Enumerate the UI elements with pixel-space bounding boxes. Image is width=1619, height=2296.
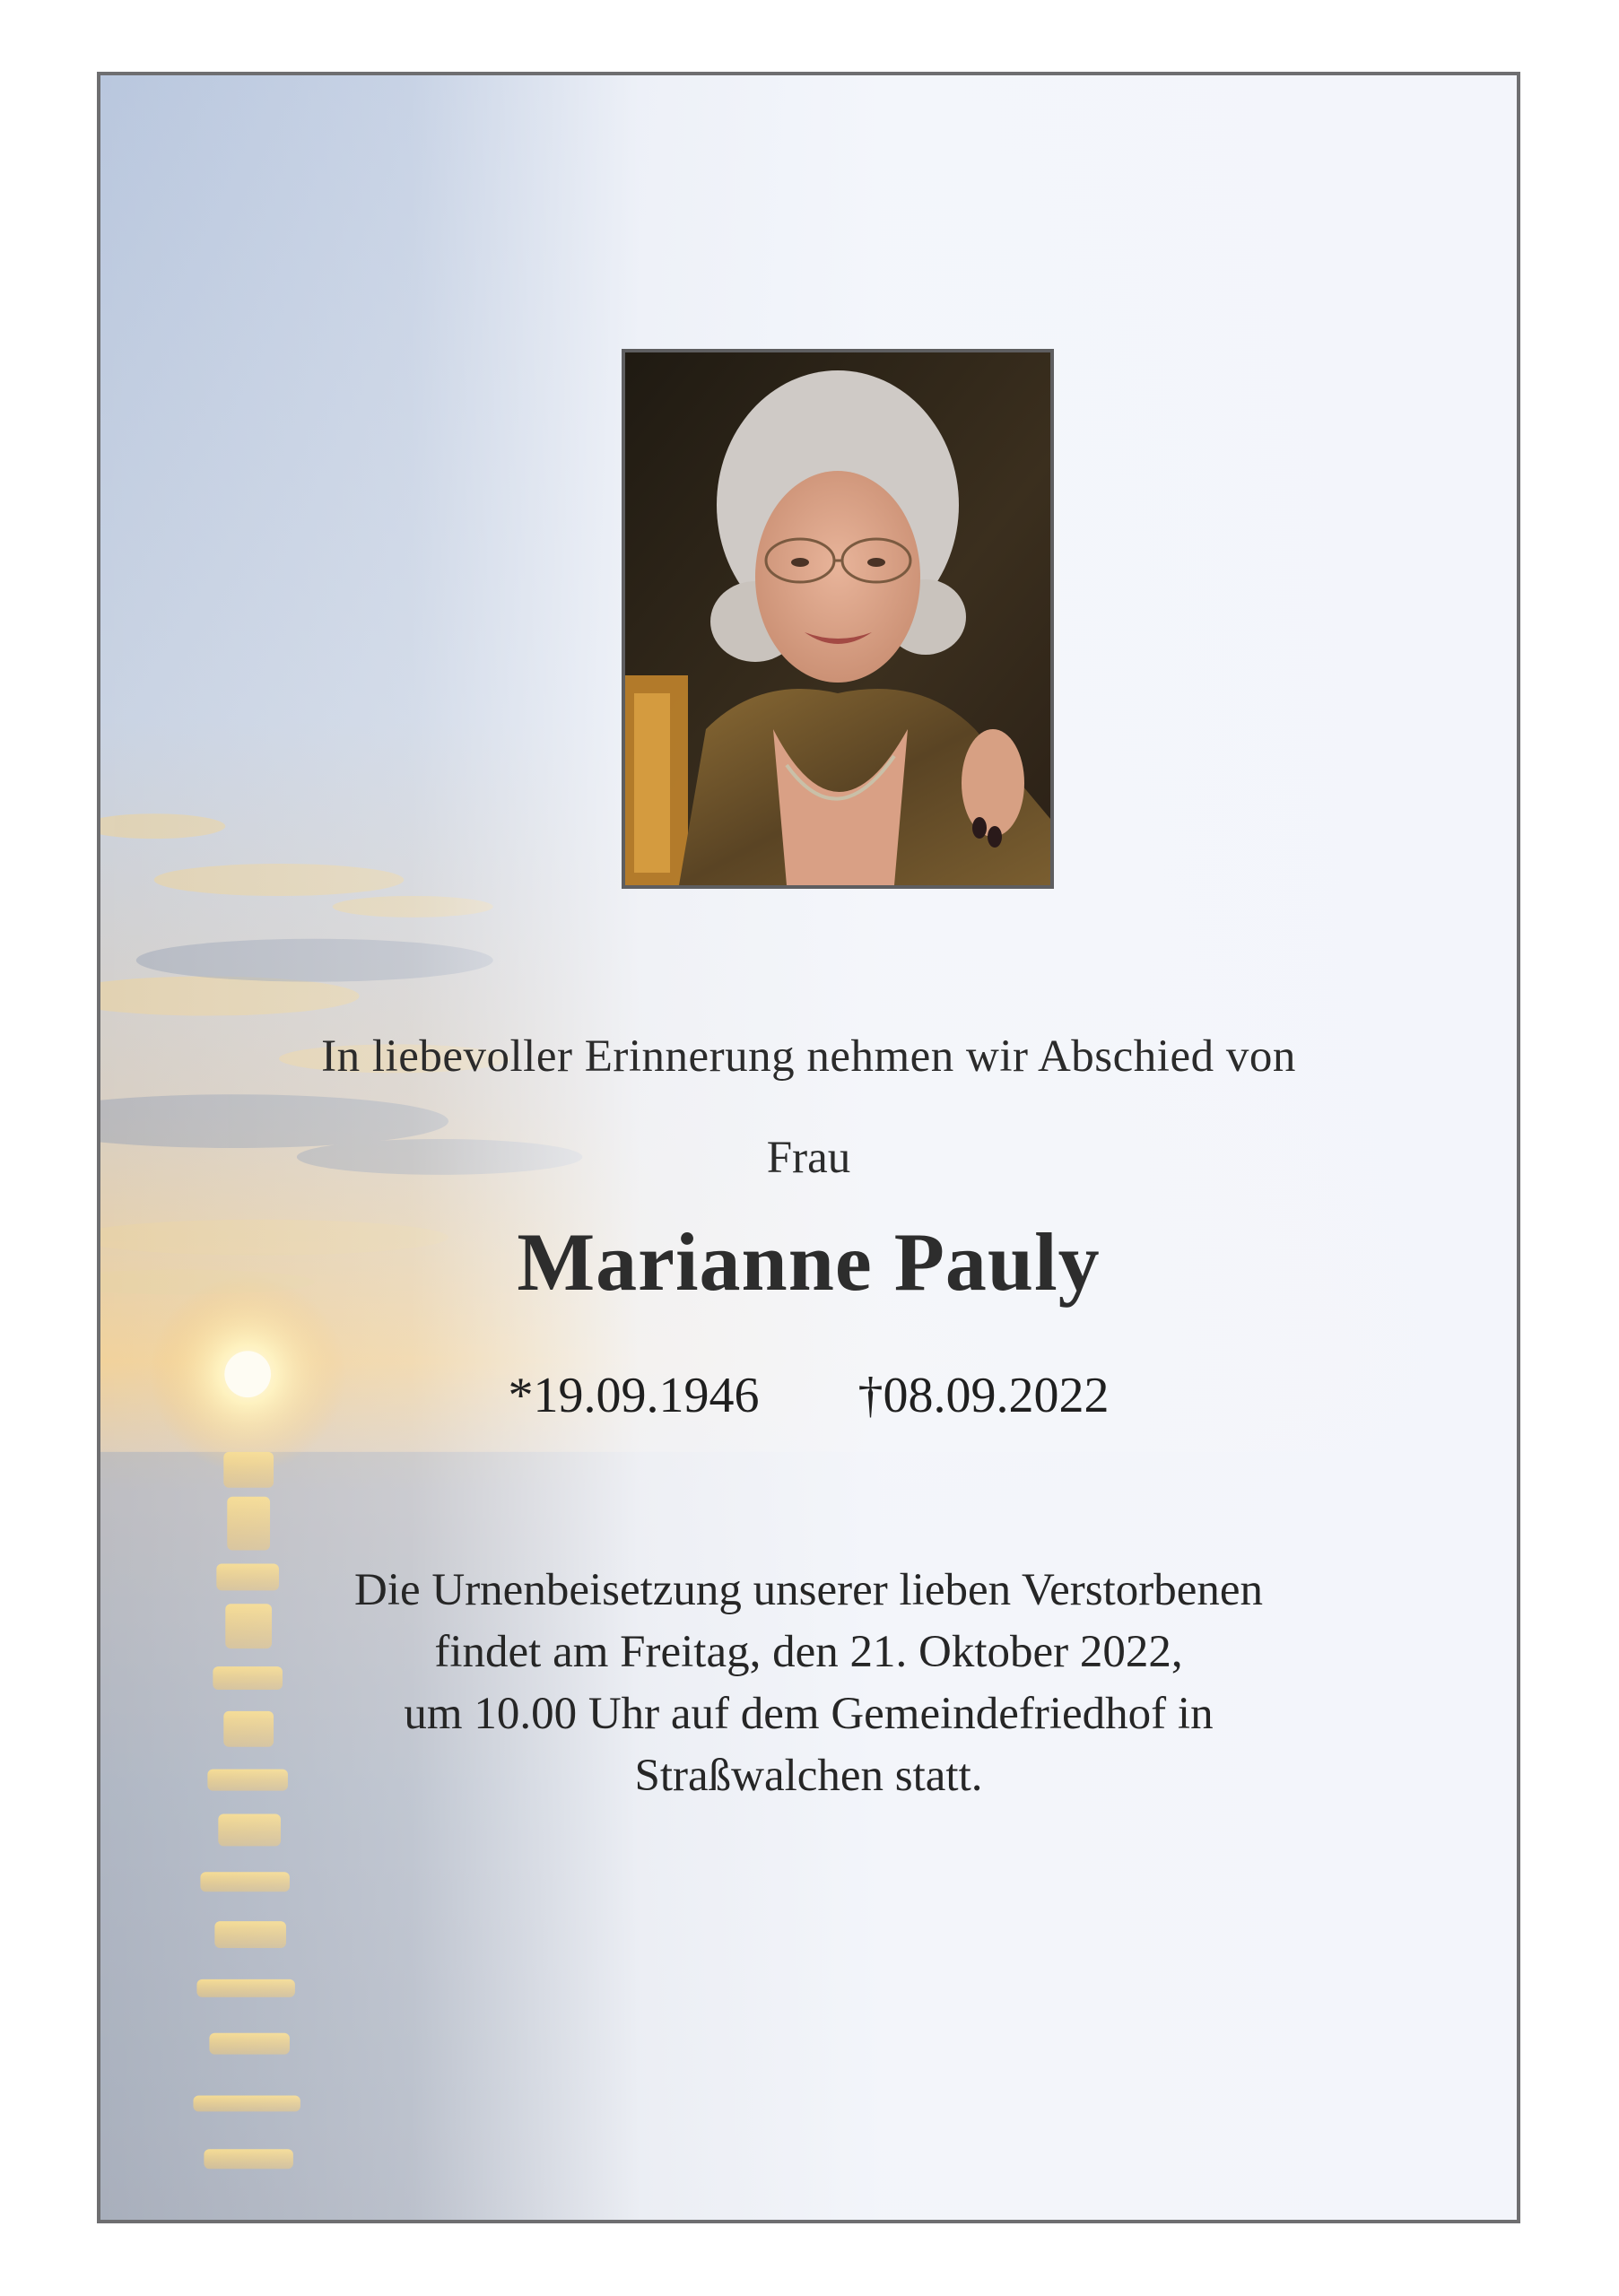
- life-dates: [100, 1367, 1517, 1424]
- death-date: †08.09.2022: [857, 1368, 1110, 1423]
- funeral-details-line: um 10.00 Uhr auf dem Gemeindefriedhof in: [404, 1689, 1214, 1739]
- funeral-details-line: Die Urnenbeisetzung unserer lieben Verstorbenen: [353, 1565, 1264, 1615]
- salutation: Frau: [766, 1133, 851, 1183]
- funeral-details-line: findet am Freitag, den 21. Oktober 2022,: [434, 1627, 1183, 1677]
- funeral-details-line: Straßwalchen statt.: [634, 1751, 983, 1801]
- obituary-card: [97, 72, 1520, 2223]
- portrait-photo: [622, 349, 1054, 889]
- deceased-name: Marianne Pauly: [517, 1216, 1101, 1308]
- funeral-details: [100, 1560, 1517, 1807]
- intro-text: In liebevoller Erinnerung nehmen wir Abschied von: [321, 1031, 1296, 1082]
- birth-date: *19.09.1946: [508, 1368, 760, 1423]
